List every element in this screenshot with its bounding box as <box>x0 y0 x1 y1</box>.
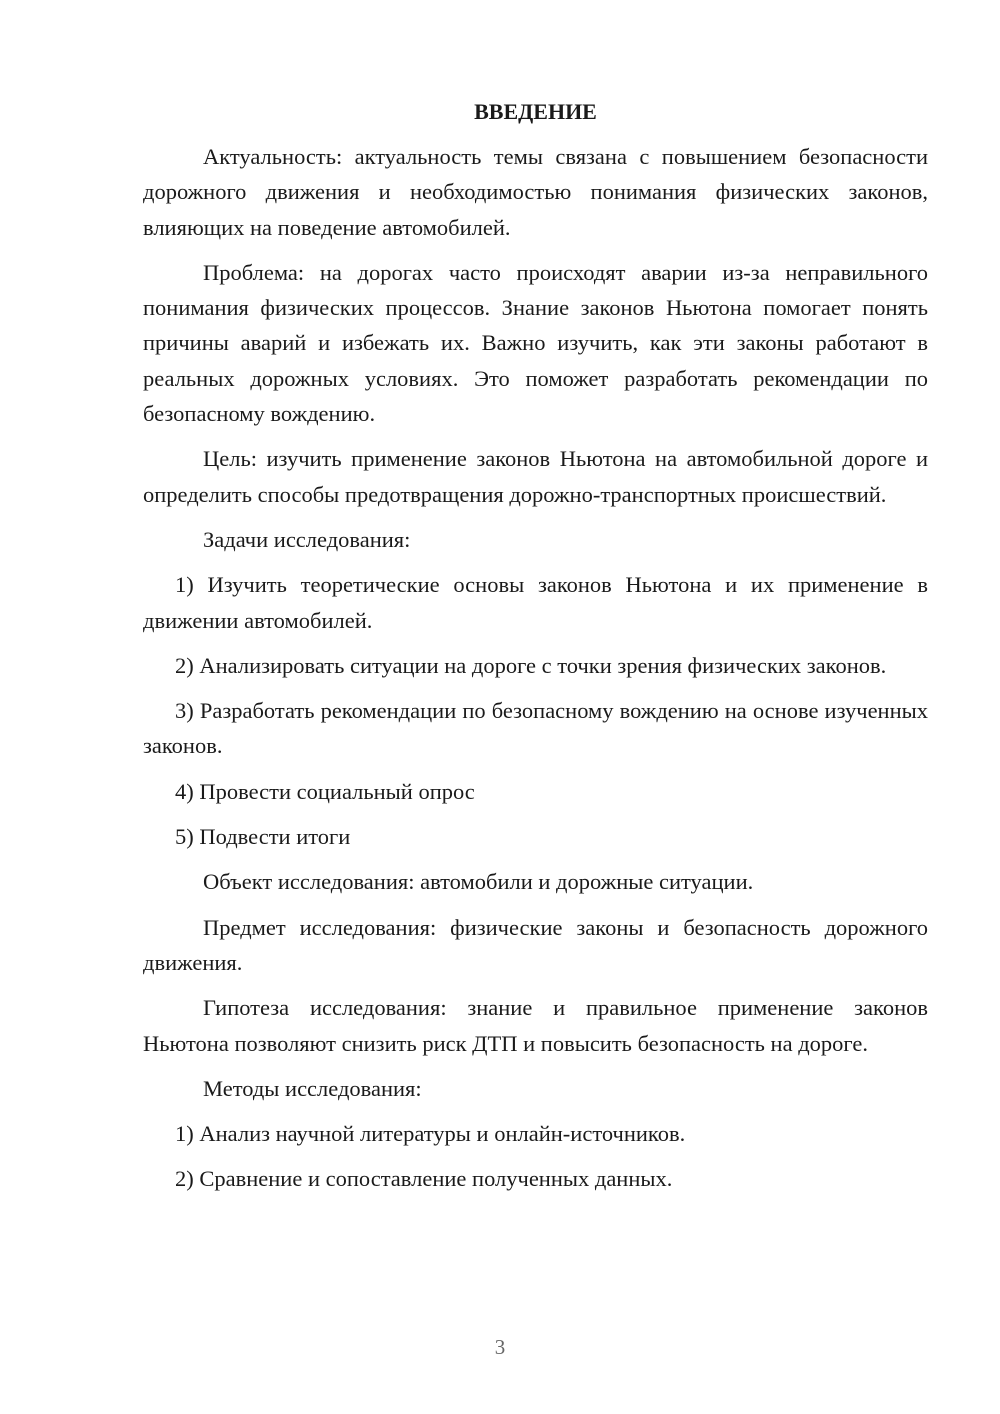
paragraph-goal: Цель: изучить применение законов Ньютона на автомобильной дороге и определить способы предотвращения дорожно-транспортных происшествий. <box>143 446 928 507</box>
paragraph-tasks-heading: Задачи исследования: <box>203 526 411 552</box>
paragraph-hypothesis: Гипотеза исследования: знание и правильное применение законов Ньютона позволяют снизить риск ДТП и повысить безопасность на дороге. <box>143 995 928 1056</box>
task-item-5: 5) Подвести итоги <box>175 824 351 850</box>
paragraph-problem: Проблема: на дорогах часто происходят аварии из-за неправильного понимания физических процессов. Знание законов Ньютона помогает понять причины аварий и избежать их. Важно изучить, как эти законы работают в реальных дорожных условиях. Это поможет разработать рекомендации по безопасному вождению. <box>143 259 928 427</box>
paragraph-object: Объект исследования: автомобили и дорожные ситуации. <box>203 869 754 895</box>
page-number: 3 <box>494 1335 506 1359</box>
method-item-2: 2) Сравнение и сопоставление полученных данных. <box>175 1166 673 1192</box>
task-item-3: 3) Разработать рекомендации по безопасному вождению на основе изученных законов. <box>143 698 928 759</box>
paragraph-subject: Предмет исследования: физические законы и безопасность дорожного движения. <box>143 914 928 975</box>
paragraph-methods-heading: Методы исследования: <box>203 1075 422 1101</box>
method-item-1: 1) Анализ научной литературы и онлайн-источников. <box>175 1121 686 1147</box>
task-item-1: 1) Изучить теоретические основы законов Ньютона и их применение в движении автомобилей. <box>143 572 928 633</box>
page-content <box>143 94 928 1207</box>
task-item-4: 4) Провести социальный опрос <box>175 778 475 804</box>
paragraph-relevance: Актуальность: актуальность темы связана с повышением безопасности дорожного движения и необходимостью понимания физических законов, влияющих на поведение автомобилей. <box>143 144 928 240</box>
task-item-2: 2) Анализировать ситуации на дороге с точки зрения физических законов. <box>175 652 887 678</box>
section-title: ВВЕДЕНИЕ <box>474 99 597 124</box>
